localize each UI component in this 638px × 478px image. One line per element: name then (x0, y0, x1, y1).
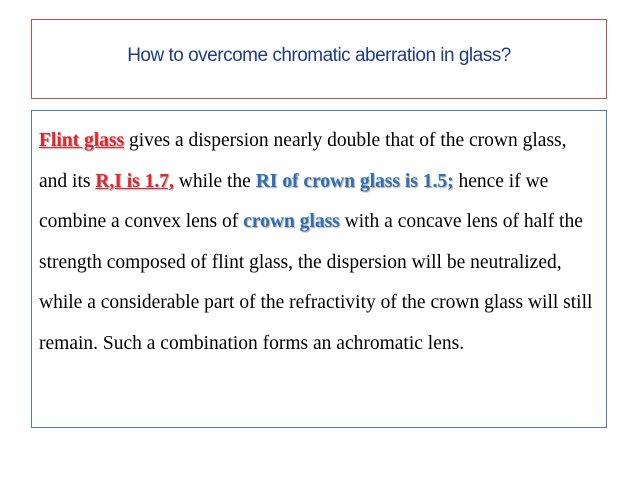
ri-flint-highlight: R,I is 1.7, (95, 170, 174, 192)
text-segment-4: with a concave lens of half the strength composed of flint glass, the dispersion will be neutralized, while a considerable part of the refractivity of the crown glass will still remain. Such a combination forms an achromatic lens. (39, 211, 593, 354)
flint-glass-term: Flint glass (39, 130, 125, 151)
slide-title: How to overcome chromatic aberration in glass? (127, 45, 511, 66)
text-segment-3: hence if we combine a convex lens of (39, 170, 549, 232)
body-paragraph (39, 121, 598, 364)
content-box (31, 110, 607, 428)
text-segment-1: gives a dispersion nearly double that of the crown glass, and its (39, 130, 567, 192)
ri-crown-highlight: RI of crown glass is 1.5; (255, 170, 454, 192)
crown-glass-term: crown glass (243, 211, 340, 232)
title-box (31, 19, 607, 99)
text-segment-2: while the (173, 170, 256, 192)
